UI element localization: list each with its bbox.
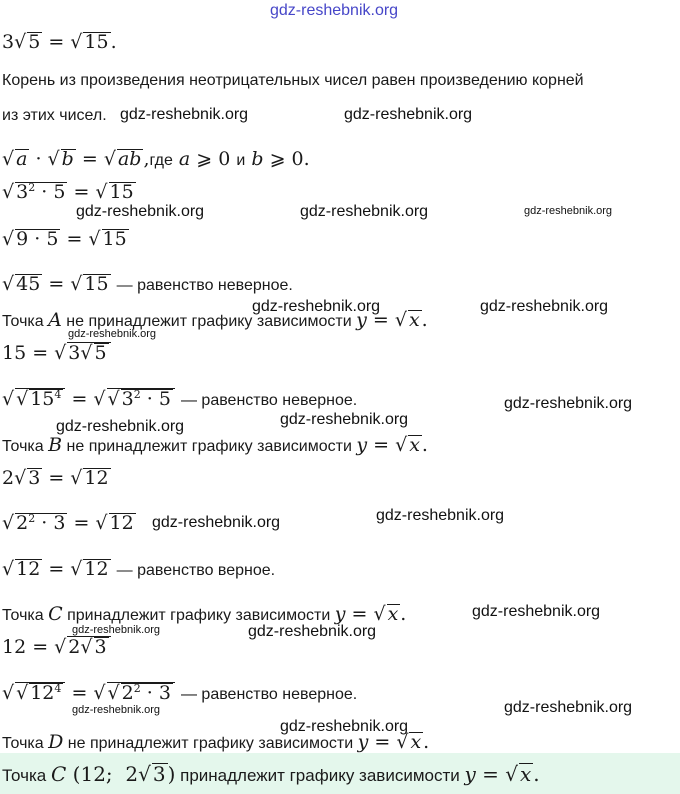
watermark: gdz-reshebnik.org <box>280 718 409 735</box>
equation-line: 12 = √ 2√ 3 <box>2 636 111 658</box>
watermark-top: gdz-reshebnik.org <box>270 2 399 19</box>
point-word: Точка <box>2 607 44 624</box>
equation-line: √ $2^2 \cdot 3$ = √ 12 <box>2 512 134 534</box>
conclusion-text: не принадлежит графику зависимости <box>66 438 352 455</box>
conclusion-line: Точка A не принадлежит графику зависимости y = √ x . <box>2 309 428 331</box>
conclusion-line: Точка C принадлежит графику зависимости y = √ x . <box>2 603 407 625</box>
watermark: gdz-reshebnik.org <box>280 411 409 428</box>
conclusion-text: принадлежит графику зависимости <box>180 766 460 785</box>
equation-line: 3√ 5 = √ 15 . <box>2 31 117 53</box>
point-label: A <box>48 309 62 331</box>
watermark: gdz-reshebnik.org <box>480 298 609 315</box>
watermark: gdz-reshebnik.org <box>72 624 161 636</box>
watermark: gdz-reshebnik.org <box>72 704 161 716</box>
conclusion-text: принадлежит графику зависимости <box>67 607 331 624</box>
point-word: Точка <box>2 438 44 455</box>
watermark: gdz-reshebnik.org <box>504 395 633 412</box>
property-formula: √ a · √ b = √ ab ,где a ⩾ 0 и b ⩾ 0. <box>2 148 310 170</box>
watermark: gdz-reshebnik.org <box>56 418 185 435</box>
watermark: gdz-reshebnik.org <box>504 699 633 716</box>
watermark: gdz-reshebnik.org <box>344 106 473 123</box>
equation-line: √ √ $15^4$ = √ √ $3^2 \cdot 5$ — равенство неверное. <box>2 388 358 410</box>
watermark: gdz-reshebnik.org <box>472 603 601 620</box>
verdict-text: — равенство неверное. <box>116 277 293 294</box>
and-word: и <box>236 152 246 169</box>
point-label: D <box>48 731 64 753</box>
equation-line: 15 = √ 3√ 5 <box>2 342 111 364</box>
watermark: gdz-reshebnik.org <box>252 298 381 315</box>
equation-line: √ 9 · 5 = √ 15 <box>2 228 127 250</box>
watermark: gdz-reshebnik.org <box>120 106 249 123</box>
watermark: gdz-reshebnik.org <box>68 328 157 340</box>
conclusion-line: Точка B не принадлежит графику зависимости y = √ x . <box>2 434 428 456</box>
answer-line: Точка C (12; 2√ 3 ) принадлежит графику зависимости y = √ x . <box>2 762 540 786</box>
equation-line: √ 12 = √ 12 — равенство верное. <box>2 558 276 580</box>
point-word: Точка <box>2 766 47 785</box>
point-word: Точка <box>2 735 44 752</box>
where-word: где <box>149 152 173 169</box>
watermark: gdz-reshebnik.org <box>524 205 613 217</box>
conclusion-line: Точка D не принадлежит графику зависимости y = √ x . <box>2 731 430 753</box>
watermark: gdz-reshebnik.org <box>248 623 377 640</box>
conclusion-text: не принадлежит графику зависимости <box>66 313 352 330</box>
point-label: C <box>51 762 67 786</box>
rule-text: Корень из произведения неотрицательных чисел равен произведению корней <box>2 72 584 89</box>
equation-line: √ $3^2 \cdot 5$ = √ 15 <box>2 181 134 203</box>
verdict-text: — равенство верное. <box>116 562 276 579</box>
point-word: Точка <box>2 313 44 330</box>
rule-text: из этих чисел. <box>2 107 107 124</box>
point-label: B <box>48 434 63 456</box>
equation-line: √ √ $12^4$ = √ √ $2^2 \cdot 3$ — равенство неверное. <box>2 682 358 704</box>
watermark: gdz-reshebnik.org <box>376 507 505 524</box>
watermark: gdz-reshebnik.org <box>152 514 281 531</box>
watermark: gdz-reshebnik.org <box>76 203 205 220</box>
verdict-text: — равенство неверное. <box>180 392 358 409</box>
equation-line: 2√ 3 = √ 12 <box>2 467 109 489</box>
watermark: gdz-reshebnik.org <box>300 203 429 220</box>
equation-line: √ 45 = √ 15 — равенство неверное. <box>2 273 293 295</box>
verdict-text: — равенство неверное. <box>180 686 358 703</box>
point-label: C <box>48 603 63 625</box>
conclusion-text: не принадлежит графику зависимости <box>67 735 354 752</box>
